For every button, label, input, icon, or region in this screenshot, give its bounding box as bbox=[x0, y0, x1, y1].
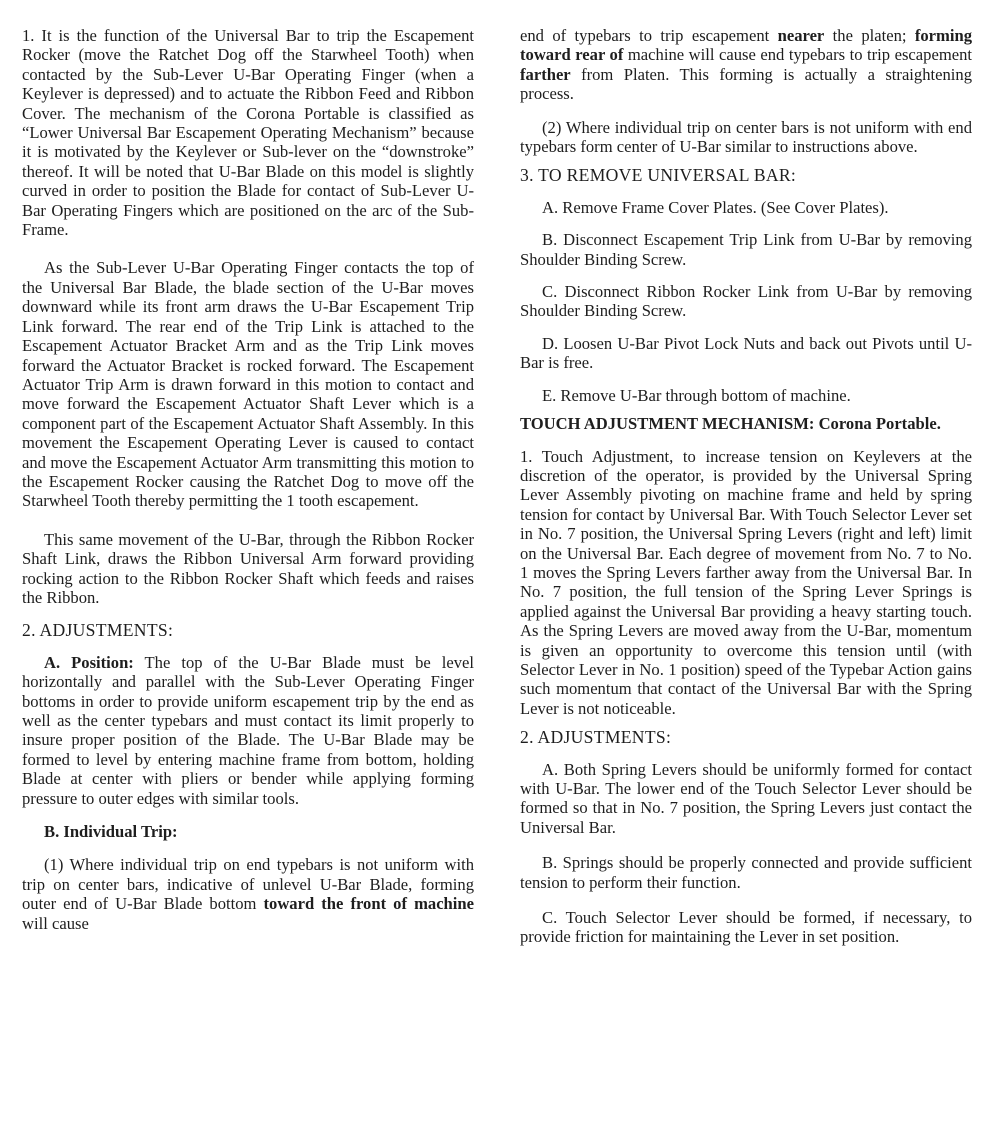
remove-step-b: B. Disconnect Escapement Trip Link from U-Bar by removing Shoulder Binding Screw. bbox=[520, 230, 972, 269]
continuation-text: the platen; bbox=[824, 26, 915, 45]
trip-1-emphasis: toward the front of machine bbox=[263, 894, 474, 914]
position-paragraph bbox=[22, 653, 474, 808]
remove-universal-bar-heading: 3. TO REMOVE UNIVERSAL BAR: bbox=[520, 165, 797, 186]
remove-step-a: A. Remove Frame Cover Plates. (See Cover Plates). bbox=[542, 197, 889, 217]
remove-step-c: C. Disconnect Ribbon Rocker Link from U-Bar by removing Shoulder Binding Screw. bbox=[520, 282, 972, 321]
emphasis-farther: farther bbox=[520, 64, 571, 84]
trip-1-text-end: will cause bbox=[22, 913, 89, 933]
universal-bar-function-paragraph: 1. It is the function of the Universal Bar to trip the Escapement Rocker (move the Ratchet Dog off the Starwheel Tooth) when contacted by the Sub-Lever U-Bar Operating Finger (when a Keylever is depressed) and to actuate the Ribbon Feed and Ribbon Cover. The mechanism of the Corona Portable is classified as “Lower Universal Bar Escapement Operating Mechanism” because it is motivated by the Keylever or Sub-lever on the “downstroke” thereof. It will be noted that U-Bar Blade on this model is slightly curved in order to position the Blade for contact of Sub-Lever U-Bar Operating Fingers which are positioned on the arc of the Sub-Frame. bbox=[22, 26, 474, 240]
continuation-text: machine will cause end typebars to trip escapement bbox=[623, 45, 973, 65]
right-column bbox=[520, 26, 972, 960]
trip-2-paragraph: (2) Where individual trip on center bars is not uniform with end typebars form center of U-Bar similar to instructions above. bbox=[520, 117, 972, 157]
operating-finger-paragraph: As the Sub-Lever U-Bar Operating Finger contacts the top of the Universal Bar Blade, the blade section of the U-Bar moves downward while its front arm draws the U-Bar Escapement Trip Link forward. The rear end of the Trip Link is attached to the Escapement Actuator Bracket Arm and as the Trip Link moves forward the Actuator Bracket is rocked forward. The Escapement Actuator Trip Arm is drawn forward in this motion to contact and move forward the Escapement Actuator Shaft Lever which is a component part of the Escapement Actuator Shaft Assembly. In this movement the Escapement Operating Lever is caused to contact and move the Escapement Actuator Arm transmitting this motion to the Escapement Rocker causing the Ratchet Dog to move off the Starwheel Tooth thereby permitting the 1 tooth escapement. bbox=[22, 258, 474, 511]
individual-trip-heading: B. Individual Trip: bbox=[44, 822, 178, 842]
emphasis-nearer: nearer bbox=[777, 26, 825, 45]
adjust-step-b: B. Springs should be properly connected and provide sufficient tension to perform their function. bbox=[520, 853, 972, 892]
remove-step-d: D. Loosen U-Bar Pivot Lock Nuts and back out Pivots until U-Bar is free. bbox=[520, 333, 972, 373]
position-label: A. Position: bbox=[44, 652, 134, 672]
trip-1-paragraph bbox=[22, 855, 474, 933]
ribbon-movement-paragraph: This same movement of the U-Bar, through the Ribbon Rocker Shaft Link, draws the Ribbon Universal Arm forward providing rocking action to the Ribbon Rocker Shaft which feeds and raises the Ribbon. bbox=[22, 529, 474, 607]
adjust-step-a: A. Both Spring Levers should be uniformly formed for contact with U-Bar. The lower end of the Touch Selector Lever should be formed so that in No. 7 position, the Spring Levers just contact the Universal Bar. bbox=[520, 759, 972, 837]
continuation-text: end of typebars to trip escapement bbox=[520, 26, 778, 45]
trip-1-text: (1) Where individual trip on end typebars is not uniform with trip on center bars, indicative of unlevel U-Bar Blade, forming outer end of U-Bar Blade bottom bbox=[22, 855, 474, 914]
adjustments-heading: 2. ADJUSTMENTS: bbox=[22, 620, 174, 641]
trip-1-continuation bbox=[520, 26, 972, 104]
touch-adjustment-heading: TOUCH ADJUSTMENT MECHANISM: Corona Portable. bbox=[520, 414, 941, 434]
left-column bbox=[22, 26, 474, 933]
emphasis-toward-rear: forming toward rear of bbox=[520, 26, 973, 65]
adjustments-2-heading: 2. ADJUSTMENTS: bbox=[520, 727, 672, 748]
touch-adjustment-paragraph: 1. Touch Adjustment, to increase tension on Keylevers at the discretion of the operator, is provided by the Universal Spring Lever Assembly pivoting on machine frame and held by spring tension for contact by Universal Bar. With Touch Selector Lever set in No. 7 position, the Universal Spring Levers (right and left) limit on the Universal Bar. Each degree of movement from No. 7 to No. 1 moves the Spring Levers farther away from the Universal Bar. In No. 7 position, the full tension of the Spring Lever Springs is applied against the Universal Bar providing a heavy starting touch. As the Spring Levers are moved away from the U-Bar, momentum is given an opportunity to overcome this tension until (with Selector Lever in No. 1 position) speed of the Typebar Action gains such momentum that contact of the Universal Bar with the Spring Lever is not noticeable. bbox=[520, 446, 972, 718]
remove-step-e: E. Remove U-Bar through bottom of machine. bbox=[542, 385, 851, 405]
continuation-text: from Platen. This forming is actually a straightening process. bbox=[520, 64, 972, 104]
position-text: The top of the U-Bar Blade must be level horizontally and parallel with the Sub-Lever Operating Finger bottoms in order to provide uniform escapement trip by the end as well as the center typebars and must contact its limit properly to insure proper position of the Blade. The U-Bar Blade may be formed to level by entering machine frame from bottom, holding Blade at center with pliers or bender while applying forming pressure to outer edges with similar tools. bbox=[22, 652, 474, 808]
adjust-step-c: C. Touch Selector Lever should be formed, if necessary, to provide friction for maintaining the Lever in set position. bbox=[520, 908, 972, 947]
